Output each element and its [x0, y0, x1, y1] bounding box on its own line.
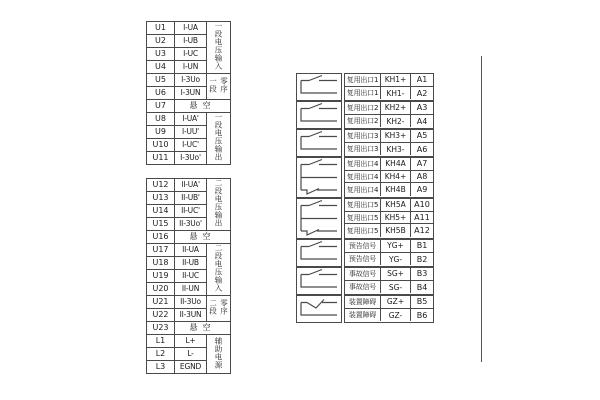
signal-name-cell: II-UN — [175, 283, 207, 296]
signal-name-cell: II-UA' — [175, 179, 207, 192]
signal-code: KH5+ — [381, 212, 411, 224]
terminal-row — [345, 87, 433, 100]
signal-code: YG- — [381, 253, 411, 266]
group-label-cell — [207, 335, 231, 374]
terminal-row — [345, 183, 433, 196]
terminal-id-cell: U7 — [147, 100, 175, 113]
no-contact-icon — [296, 267, 342, 295]
signal-name-cell: EGND — [175, 361, 207, 374]
signal-name-cell: II-UB — [175, 257, 207, 270]
signal-code: KH5A — [381, 199, 411, 211]
terminal-number: A5 — [416, 131, 428, 141]
terminal-row — [345, 240, 433, 253]
signal-name-cell: II-UC — [175, 270, 207, 283]
signal-code: KH4B — [381, 183, 411, 196]
signal-name-cell: II-UB' — [175, 192, 207, 205]
signal-name-cell: II-3Uo' — [175, 218, 207, 231]
no-contact-icon — [296, 239, 342, 267]
function-label: 事故信号 — [345, 268, 381, 280]
signal-name-cell: L- — [175, 348, 207, 361]
relay-rows — [344, 267, 434, 295]
terminal-number: A2 — [416, 88, 428, 98]
relay-rows — [344, 198, 434, 239]
group-label-cell — [207, 22, 231, 74]
device-boundary-line — [481, 56, 482, 362]
relay-group — [296, 267, 434, 295]
terminal-row — [345, 268, 433, 281]
section1-voltage-terminal-table — [146, 21, 231, 165]
relay-group — [296, 295, 434, 323]
terminal-table-row — [147, 244, 231, 257]
function-label: 复用出口2 — [345, 115, 381, 128]
terminal-number: A10 — [414, 200, 430, 210]
terminal-id-cell: U10 — [147, 139, 175, 152]
terminal-row — [345, 224, 433, 237]
terminal-row — [345, 115, 433, 128]
terminal-number: A11 — [414, 213, 430, 223]
terminal-table-row — [147, 22, 231, 35]
terminal-row — [345, 199, 433, 212]
signal-code: KH2- — [381, 115, 411, 128]
signal-code: YG+ — [381, 240, 411, 252]
changeover-contact-icon — [296, 198, 342, 239]
changeover-contact-icon — [296, 157, 342, 198]
terminal-id-cell: U23 — [147, 322, 175, 335]
group-label: 二段零序 — [208, 299, 229, 315]
terminal-id-cell: U15 — [147, 218, 175, 231]
function-label: 事故信号 — [345, 281, 381, 294]
terminal-number: A8 — [416, 172, 428, 182]
terminal-row — [345, 296, 433, 309]
terminal-id-cell: U12 — [147, 179, 175, 192]
terminal-id-cell: L3 — [147, 361, 175, 374]
terminal-id-cell: U14 — [147, 205, 175, 218]
signal-name-cell: I-UC' — [175, 139, 207, 152]
function-label: 复用出口4 — [345, 171, 381, 183]
terminal-row — [345, 281, 433, 294]
terminal-table-row — [147, 322, 231, 335]
terminal-row — [345, 130, 433, 143]
signal-code: KH1+ — [381, 74, 411, 86]
terminal-id-cell: U17 — [147, 244, 175, 257]
function-label: 复用出口2 — [345, 102, 381, 114]
relay-rows — [344, 239, 434, 267]
signal-name-cell: I-UC — [175, 48, 207, 61]
terminal-id-cell: U9 — [147, 126, 175, 139]
terminal-id-cell: L2 — [147, 348, 175, 361]
floating-cell: 悬空 — [175, 322, 231, 335]
nc-contact-icon — [296, 295, 342, 323]
terminal-number: B4 — [416, 282, 428, 292]
terminal-id-cell: U4 — [147, 61, 175, 74]
signal-code: KH1- — [381, 87, 411, 100]
function-label: 装置障碍 — [345, 309, 381, 322]
signal-name-cell: I-UB — [175, 35, 207, 48]
terminal-number: A12 — [414, 226, 430, 236]
relay-group — [296, 73, 434, 101]
signal-name-cell: I-UN — [175, 61, 207, 74]
signal-name-cell: I-3Uo — [175, 74, 207, 87]
terminal-number: B3 — [416, 269, 428, 279]
terminal-number: A3 — [416, 103, 428, 113]
group-label-cell — [207, 179, 231, 231]
terminal-id-cell: U19 — [147, 270, 175, 283]
terminal-table-row — [147, 100, 231, 113]
function-label: 装置障碍 — [345, 296, 381, 308]
terminal-row — [345, 253, 433, 266]
no-contact-icon — [296, 101, 342, 129]
signal-name-cell: I-3Uo' — [175, 152, 207, 165]
relay-rows — [344, 157, 434, 198]
floating-cell: 悬空 — [175, 100, 231, 113]
signal-code: KH5B — [381, 224, 411, 237]
signal-name-cell: II-UC' — [175, 205, 207, 218]
terminal-table-row — [147, 231, 231, 244]
group-label: 辅助电源 — [214, 336, 223, 369]
group-label-cell — [207, 74, 231, 100]
signal-name-cell: I-UA' — [175, 113, 207, 126]
group-label: 一段零序 — [208, 77, 229, 93]
terminal-id-cell: U1 — [147, 22, 175, 35]
signal-code: KH3- — [381, 143, 411, 156]
function-label: 复用出口1 — [345, 74, 381, 86]
group-label-cell — [207, 113, 231, 165]
function-label: 复用出口5 — [345, 199, 381, 211]
terminal-id-cell: U11 — [147, 152, 175, 165]
function-label: 复用出口3 — [345, 130, 381, 142]
terminal-number: A6 — [416, 144, 428, 154]
terminal-id-cell: U8 — [147, 113, 175, 126]
relay-group — [296, 101, 434, 129]
terminal-id-cell: U20 — [147, 283, 175, 296]
terminal-row — [345, 212, 433, 225]
signal-code: SG- — [381, 281, 411, 294]
signal-name-cell: I-UA — [175, 22, 207, 35]
function-label: 预告信号 — [345, 240, 381, 252]
signal-code: KH4+ — [381, 171, 411, 183]
signal-code: KH3+ — [381, 130, 411, 142]
signal-code: GZ- — [381, 309, 411, 322]
terminal-id-cell: L1 — [147, 335, 175, 348]
terminal-row — [345, 171, 433, 184]
output-signal-terminal-table — [296, 73, 434, 323]
terminal-table-row — [147, 113, 231, 126]
relay-group — [296, 129, 434, 157]
function-label: 预告信号 — [345, 253, 381, 266]
signal-name-cell: II-UA — [175, 244, 207, 257]
terminal-row — [345, 309, 433, 322]
group-label: 二段电压输出 — [214, 179, 223, 227]
signal-code: KH4A — [381, 158, 411, 170]
terminal-row — [345, 74, 433, 87]
terminal-row — [345, 102, 433, 115]
terminal-number: B1 — [416, 241, 428, 251]
relay-group — [296, 239, 434, 267]
terminal-id-cell: U13 — [147, 192, 175, 205]
terminal-table-row — [147, 296, 231, 309]
function-label: 复用出口5 — [345, 224, 381, 237]
section2-voltage-terminal-table — [146, 178, 231, 374]
relay-group — [296, 157, 434, 198]
signal-name-cell: II-3UN — [175, 309, 207, 322]
relay-rows — [344, 73, 434, 101]
terminal-id-cell: U3 — [147, 48, 175, 61]
group-label-cell — [207, 244, 231, 296]
group-label: 一段电压输出 — [214, 113, 223, 161]
group-label: 一段电压输入 — [214, 22, 223, 70]
signal-code: KH2+ — [381, 102, 411, 114]
signal-name-cell: I-3UN — [175, 87, 207, 100]
relay-rows — [344, 295, 434, 323]
terminal-number: A1 — [416, 75, 428, 85]
signal-name-cell: II-3Uo — [175, 296, 207, 309]
no-contact-icon — [296, 73, 342, 101]
terminal-number: B6 — [416, 310, 428, 320]
terminal-id-cell: U16 — [147, 231, 175, 244]
signal-code: SG+ — [381, 268, 411, 280]
floating-cell: 悬空 — [175, 231, 231, 244]
terminal-table-row — [147, 74, 231, 87]
function-label: 复用出口3 — [345, 143, 381, 156]
function-label: 复用出口1 — [345, 87, 381, 100]
terminal-number: A9 — [416, 185, 428, 195]
terminal-number: A7 — [416, 159, 428, 169]
function-label: 复用出口4 — [345, 183, 381, 196]
terminal-id-cell: U5 — [147, 74, 175, 87]
terminal-number: A4 — [416, 116, 428, 126]
terminal-id-cell: U6 — [147, 87, 175, 100]
function-label: 复用出口4 — [345, 158, 381, 170]
terminal-table-row — [147, 179, 231, 192]
no-contact-icon — [296, 129, 342, 157]
group-label: 二段电压输入 — [214, 244, 223, 292]
signal-name-cell: L+ — [175, 335, 207, 348]
terminal-id-cell: U18 — [147, 257, 175, 270]
function-label: 复用出口5 — [345, 212, 381, 224]
terminal-row — [345, 158, 433, 171]
signal-name-cell: I-UU' — [175, 126, 207, 139]
terminal-id-cell: U22 — [147, 309, 175, 322]
signal-code: GZ+ — [381, 296, 411, 308]
terminal-table-row — [147, 335, 231, 348]
terminal-row — [345, 143, 433, 156]
terminal-id-cell: U21 — [147, 296, 175, 309]
relay-rows — [344, 129, 434, 157]
relay-rows — [344, 101, 434, 129]
terminal-number: B5 — [416, 297, 428, 307]
relay-group — [296, 198, 434, 239]
terminal-id-cell: U2 — [147, 35, 175, 48]
group-label-cell — [207, 296, 231, 322]
terminal-number: B2 — [416, 254, 428, 264]
